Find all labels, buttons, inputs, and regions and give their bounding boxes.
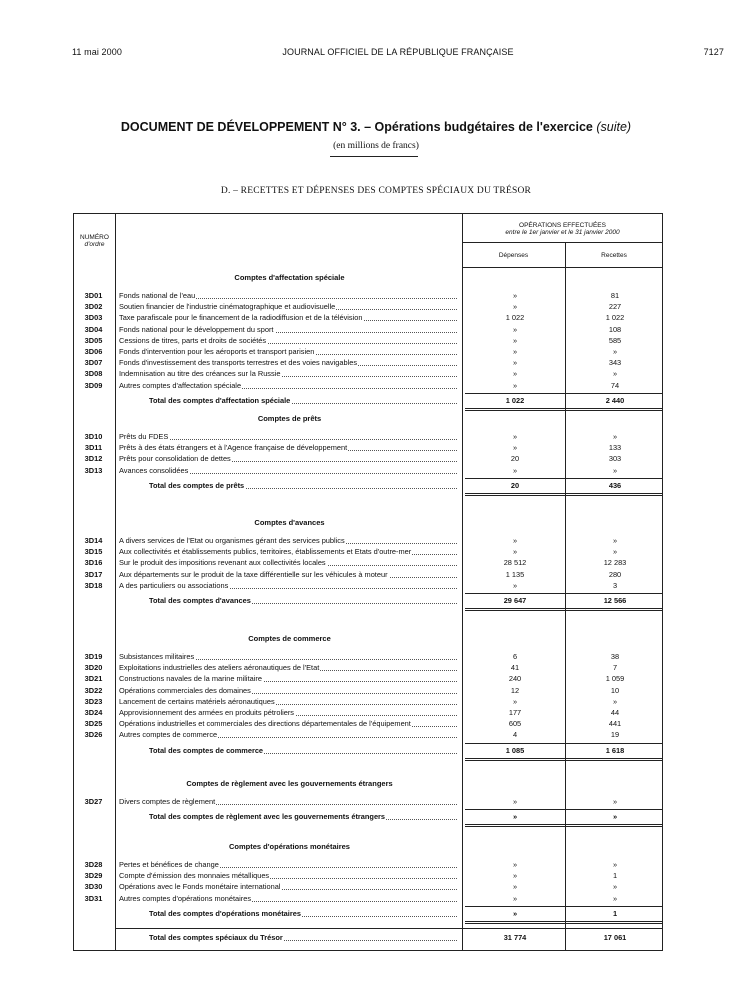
row-depenses: » [512,324,518,334]
total-rule [465,923,662,924]
total-rule [465,608,662,609]
total-rule [465,478,662,479]
row-code: 3D02 [84,302,103,312]
row-code: 3D05 [84,335,103,345]
row-depenses: » [512,380,518,390]
row-depenses: » [512,465,518,475]
document-title-main: DOCUMENT DE DÉVELOPPEMENT N° 3. – Opérations budgétaires de l'exercice [120,120,593,134]
total-depenses: 1 022 [505,395,525,405]
row-recettes: 280 [608,569,622,579]
row-label: A des particuliers ou associations [119,581,459,590]
row-code: 3D03 [84,313,103,323]
row-label: Autres comptes d'opérations monétaires [119,894,459,903]
row-code: 3D08 [84,369,103,379]
total-depenses: 20 [510,480,520,490]
column-header-recettes: Recettes [601,252,627,259]
group-title: Comptes d'affectation spéciale [234,273,345,282]
row-depenses: » [512,871,518,881]
row-label: Aux départements sur le produit de la taxe différentielle sur les véhicules à moteur [119,570,459,579]
row-label: Sur le produit des impositions revenant aux collectivités locales [119,558,459,567]
row-depenses: » [512,860,518,869]
row-code: 3D12 [84,454,103,464]
row-depenses: 20 [510,454,520,464]
row-label: Fonds d'investissement des transports terrestres et des voies navigables [119,358,459,367]
row-code: 3D13 [84,465,103,475]
row-label: Fonds d'intervention pour les aéroports et transport parisien [119,347,459,356]
group-title: Comptes de commerce [248,634,331,643]
row-depenses: 6 [512,652,518,661]
row-code: 3D01 [84,291,103,300]
row-recettes: 133 [608,443,622,453]
row-recettes: » [612,347,618,356]
row-recettes: 81 [610,291,620,300]
row-recettes: 74 [610,380,620,390]
total-rule [465,593,662,594]
row-code: 3D24 [84,708,103,717]
total-rule [465,495,662,496]
total-depenses: 29 647 [503,596,527,605]
total-label: Total des comptes d'avances [119,596,459,605]
row-code: 3D14 [84,536,103,545]
grand-total-rule [115,928,663,929]
column-divider [565,242,566,950]
row-label: Taxe parafiscale pour le financement de la radiodiffusion et de la télévision [119,313,459,322]
row-label: Soutien financier de l'industrie cinématographique et audiovisuelle [119,302,459,311]
row-code: 3D18 [84,580,103,590]
row-depenses: 177 [508,708,522,717]
row-depenses: » [512,547,518,557]
row-code: 3D25 [84,719,103,729]
row-code: 3D20 [84,663,103,673]
total-recettes: 2 440 [605,395,625,405]
row-label: Autres comptes de commerce [119,730,459,739]
row-label: Opérations industrielles et commerciales des directions départementales de l'équipement [119,719,459,728]
row-recettes: » [612,369,618,379]
row-code: 3D30 [84,882,103,892]
row-recettes: » [612,465,618,475]
total-rule [465,906,662,907]
total-rule [465,826,662,827]
units-note: (en millions de francs) [333,141,419,151]
row-recettes: 108 [608,324,622,334]
row-recettes: 1 [612,871,618,881]
total-rule [465,760,662,761]
total-rule [465,743,662,744]
row-label: Avances consolidées [119,466,459,475]
row-label: Compte d'émission des monnaies métalliques [119,871,459,880]
total-rule [465,809,662,810]
row-depenses: » [512,291,518,300]
header-divider [462,242,663,243]
row-code: 3D10 [84,432,103,441]
row-code: 3D15 [84,547,103,557]
row-recettes: » [612,547,618,557]
row-recettes: 1 059 [605,674,625,684]
total-label: Total des comptes de prêts [119,481,459,490]
total-recettes: 1 618 [605,745,625,755]
row-code: 3D06 [84,347,103,356]
row-code: 3D19 [84,652,103,661]
total-rule [465,824,662,825]
row-depenses: » [512,335,518,345]
row-recettes: 38 [610,652,620,661]
group-title: Comptes d'opérations monétaires [229,842,350,851]
row-recettes: » [612,432,618,441]
row-depenses: 41 [510,663,520,673]
row-depenses: » [512,882,518,892]
row-code: 3D17 [84,569,103,579]
row-depenses: » [512,369,518,379]
row-depenses: 240 [508,674,522,684]
row-depenses: » [512,358,518,368]
total-rule [465,493,662,494]
row-code: 3D09 [84,380,103,390]
header-divider [462,267,663,268]
row-recettes: 303 [608,454,622,464]
row-depenses: » [512,443,518,453]
row-depenses: 605 [508,719,522,729]
total-rule [465,410,662,411]
row-recettes: 1 022 [605,313,625,323]
row-depenses: » [512,893,518,903]
row-code: 3D26 [84,730,103,740]
row-label: Divers comptes de règlement [119,797,459,806]
column-header-operations: OPÉRATIONS EFFECTUÉES entre le 1er janvier et le 31 janvier 2000 [505,222,620,236]
row-recettes: 12 283 [603,558,627,568]
grand-total-label: Total des comptes spéciaux du Trésor [119,933,459,942]
total-label: Total des comptes de commerce [119,746,459,755]
column-divider [115,214,116,950]
row-depenses: 1 022 [505,313,525,323]
grand-total-depenses: 31 774 [503,933,527,942]
row-recettes: 44 [610,708,620,717]
total-rule [465,921,662,922]
group-title: Comptes de règlement avec les gouvernements étrangers [186,779,393,788]
row-recettes: 343 [608,358,622,368]
row-recettes: 227 [608,302,622,312]
row-depenses: » [512,536,518,545]
row-label: Opérations commerciales des domaines [119,686,459,695]
row-recettes: » [612,536,618,545]
total-label: Total des comptes de règlement avec les gouvernements étrangers [119,812,459,821]
row-label: Pertes et bénéfices de change [119,860,459,869]
row-label: Opérations avec le Fonds monétaire international [119,882,459,891]
total-recettes: 1 [612,908,618,918]
row-depenses: 4 [512,730,518,740]
row-code: 3D22 [84,685,103,695]
section-title: D. – RECETTES ET DÉPENSES DES COMPTES SPÉCIAUX DU TRÉSOR [220,186,532,196]
running-header [72,47,724,61]
row-label: Prêts du FDES [119,432,459,441]
title-rule [330,156,418,157]
row-depenses: 28 512 [503,558,527,568]
total-depenses: » [512,812,518,822]
row-label: Fonds national de l'eau [119,291,459,300]
row-depenses: » [512,432,518,441]
row-recettes: 7 [612,663,618,673]
row-depenses: » [512,797,518,806]
header-date: 11 mai 2000 [72,47,122,57]
row-code: 3D31 [84,893,103,903]
total-rule [465,758,662,759]
row-label: Exploitations industrielles des ateliers aéronautiques de l'Etat [119,663,459,672]
total-depenses: 1 085 [505,745,525,755]
row-recettes: 10 [610,685,620,695]
row-code: 3D23 [84,696,103,706]
row-code: 3D07 [84,358,103,368]
document-title-suffix: (suite) [596,120,632,134]
row-depenses: » [512,302,518,312]
row-recettes: 19 [610,730,620,740]
row-label: Approvisionnement des armées en produits pétroliers [119,708,459,717]
total-recettes: » [612,812,618,822]
column-divider [462,214,463,950]
row-code: 3D28 [84,860,103,869]
header-journal: JOURNAL OFFICIEL DE LA RÉPUBLIQUE FRANÇAISE [282,47,514,57]
row-label: Indemnisation au titre des créances sur la Russie [119,369,459,378]
column-header-numero: NUMÉRO d'ordre [80,234,109,248]
total-rule [465,610,662,611]
total-label: Total des comptes d'opérations monétaires [119,909,459,918]
row-code: 3D29 [84,871,103,881]
row-label: Lancement de certains matériels aéronautiques [119,697,459,706]
total-label: Total des comptes d'affectation spéciale [119,396,459,405]
total-recettes: 436 [608,480,622,490]
row-recettes: 441 [608,719,622,729]
document-title [0,120,752,134]
row-depenses: 12 [510,685,520,695]
row-code: 3D27 [84,797,103,806]
row-label: Prêts pour consolidation de dettes [119,454,459,463]
budget-table [73,213,663,951]
row-label: Cessions de titres, parts et droits de sociétés [119,336,459,345]
total-rule [465,393,662,394]
total-recettes: 12 566 [603,596,627,605]
group-title: Comptes de prêts [257,414,322,423]
total-rule [465,408,662,409]
row-recettes: » [612,893,618,903]
row-code: 3D16 [84,558,103,568]
row-label: Fonds national pour le développement du sport [119,325,459,334]
row-depenses: 1 135 [505,569,525,579]
row-code: 3D04 [84,324,103,334]
row-recettes: » [612,860,618,869]
row-label: Subsistances militaires [119,652,459,661]
row-recettes: 585 [608,335,622,345]
column-header-depenses: Dépenses [498,252,529,259]
row-label: Prêts à des états étrangers et à l'Agence française de développement [119,443,459,452]
row-recettes: » [612,696,618,706]
row-depenses: » [512,580,518,590]
row-code: 3D21 [84,674,103,684]
total-depenses: » [512,908,518,918]
row-recettes: 3 [612,580,618,590]
row-label: A divers services de l'Etat ou organismes gérant des services publics [119,536,459,545]
row-depenses: » [512,696,518,706]
row-label: Constructions navales de la marine militaire [119,674,459,683]
row-recettes: » [612,882,618,892]
row-depenses: » [512,347,518,356]
row-label: Autres comptes d'affectation spéciale [119,381,459,390]
group-title: Comptes d'avances [254,518,325,527]
row-recettes: » [612,797,618,806]
grand-total-recettes: 17 061 [603,933,627,942]
header-page-number: 7127 [703,47,724,57]
row-code: 3D11 [84,443,103,453]
row-label: Aux collectivités et établissements publics, territoires, établissements et Etats d'outre-mer [119,547,459,556]
